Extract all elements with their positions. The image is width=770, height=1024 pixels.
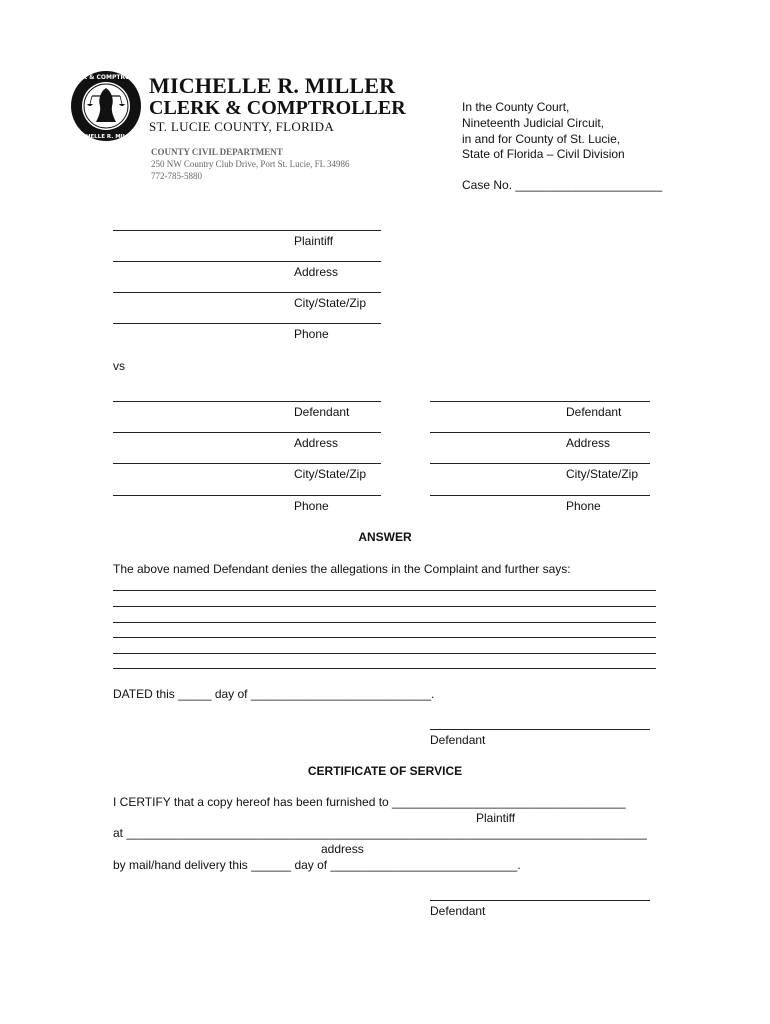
defendant-1-label: Defendant xyxy=(294,405,350,419)
plaintiff-address-line[interactable] xyxy=(113,261,381,262)
answer-line[interactable] xyxy=(113,606,656,607)
defendant-2-phone-line[interactable] xyxy=(430,495,650,496)
department-phone: 772-785-5880 xyxy=(151,171,202,181)
defendant-2-label: Defendant xyxy=(566,405,622,419)
plaintiff-label: Plaintiff xyxy=(294,234,334,248)
plaintiff-address-label: Address xyxy=(294,265,339,279)
county-name: ST. LUCIE COUNTY, FLORIDA xyxy=(149,119,335,134)
answer-line[interactable] xyxy=(113,653,656,654)
plaintiff-name-line[interactable] xyxy=(113,230,381,231)
department-address: 250 NW Country Club Drive, Port St. Lucie, FL 34986 xyxy=(151,159,350,169)
answer-title: ANSWER xyxy=(358,530,412,544)
certificate-title: CERTIFICATE OF SERVICE xyxy=(307,764,463,778)
delivery-date-field[interactable]: by mail/hand delivery this ______ day of ____________________________. xyxy=(113,858,521,872)
svg-text:MICHELLE R. MILLER: MICHELLE R. MILLER xyxy=(74,134,138,140)
answer-signature-line[interactable] xyxy=(430,729,650,730)
defendant-2-address-label: Address xyxy=(566,436,611,450)
certificate-signature-label: Defendant xyxy=(430,904,486,918)
clerk-title: CLERK & COMPTROLLER xyxy=(149,97,406,119)
answer-intro: The above named Defendant denies the allegations in the Complaint and further says: xyxy=(113,562,571,576)
plaintiff-phone-line[interactable] xyxy=(113,323,381,324)
answer-line[interactable] xyxy=(113,637,656,638)
service-address-label: address xyxy=(321,842,364,856)
dated-field[interactable]: DATED this _____ day of ___________________________. xyxy=(113,687,435,701)
defendant-1-phone-label: Phone xyxy=(294,499,329,513)
certify-field[interactable]: I CERTIFY that a copy hereof has been furnished to ___________________________________ xyxy=(113,795,626,809)
answer-line[interactable] xyxy=(113,590,656,591)
defendant-1-address-line[interactable] xyxy=(113,432,381,433)
versus-text: vs xyxy=(113,359,125,373)
answer-line[interactable] xyxy=(113,622,656,623)
defendant-2-name-line[interactable] xyxy=(430,401,650,402)
plaintiff-city-line[interactable] xyxy=(113,292,381,293)
clerk-seal-logo xyxy=(65,70,147,142)
court-line-4: State of Florida – Civil Division xyxy=(462,147,625,161)
court-line-3: in and for County of St. Lucie, xyxy=(462,132,621,146)
answer-line[interactable] xyxy=(113,668,656,669)
defendant-2-city-label: City/State/Zip xyxy=(566,467,639,481)
defendant-2-city-line[interactable] xyxy=(430,463,650,464)
court-line-1: In the County Court, xyxy=(462,100,570,114)
defendant-1-name-line[interactable] xyxy=(113,401,381,402)
defendant-2-address-line[interactable] xyxy=(430,432,650,433)
plaintiff-phone-label: Phone xyxy=(294,327,329,341)
answer-signature-label: Defendant xyxy=(430,733,486,747)
case-number-field[interactable]: Case No. ______________________ xyxy=(462,178,663,192)
court-line-2: Nineteenth Judicial Circuit, xyxy=(462,116,605,130)
service-address-field[interactable]: at ______________________________________________________________________________ xyxy=(113,826,647,840)
department-name: COUNTY CIVIL DEPARTMENT xyxy=(151,147,283,157)
defendant-1-phone-line[interactable] xyxy=(113,495,381,496)
defendant-1-city-label: City/State/Zip xyxy=(294,467,367,481)
defendant-1-address-label: Address xyxy=(294,436,339,450)
defendant-1-city-line[interactable] xyxy=(113,463,381,464)
clerk-name: MICHELLE R. MILLER xyxy=(149,73,396,98)
certificate-signature-line[interactable] xyxy=(430,900,650,901)
svg-text:CLERK & COMPTROLLER: CLERK & COMPTROLLER xyxy=(65,74,147,81)
defendant-2-phone-label: Phone xyxy=(566,499,601,513)
certify-plaintiff-label: Plaintiff xyxy=(476,811,516,825)
plaintiff-city-label: City/State/Zip xyxy=(294,296,367,310)
